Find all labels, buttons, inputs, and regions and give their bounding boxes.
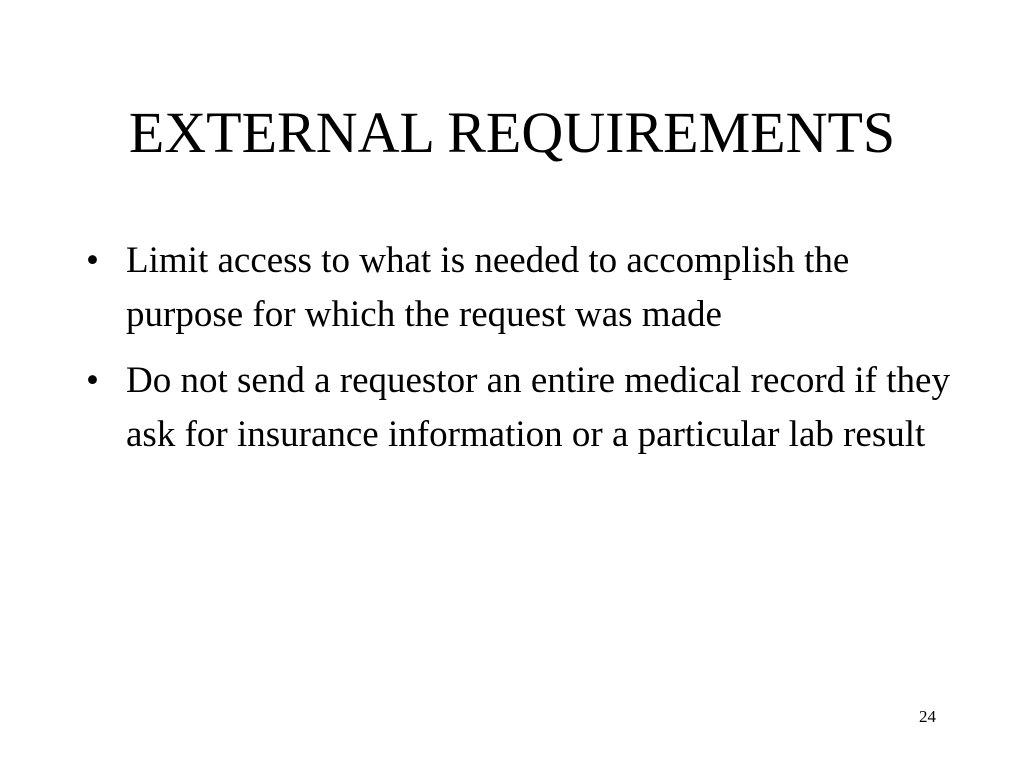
slide-title: EXTERNAL REQUIREMENTS: [128, 100, 896, 165]
bullet-marker: •: [86, 240, 99, 281]
bullet-marker: •: [86, 360, 99, 401]
bullet-text: Do not send a requestor an entire medical record if they ask for insurance information or a particular lab result: [126, 360, 950, 455]
page-number: 24: [919, 707, 936, 726]
bullet-item: [86, 354, 956, 462]
bullet-list: [86, 234, 956, 474]
bullet-item: [86, 234, 956, 342]
bullet-text: Limit access to what is needed to accomplish the purpose for which the request was made: [126, 240, 850, 335]
